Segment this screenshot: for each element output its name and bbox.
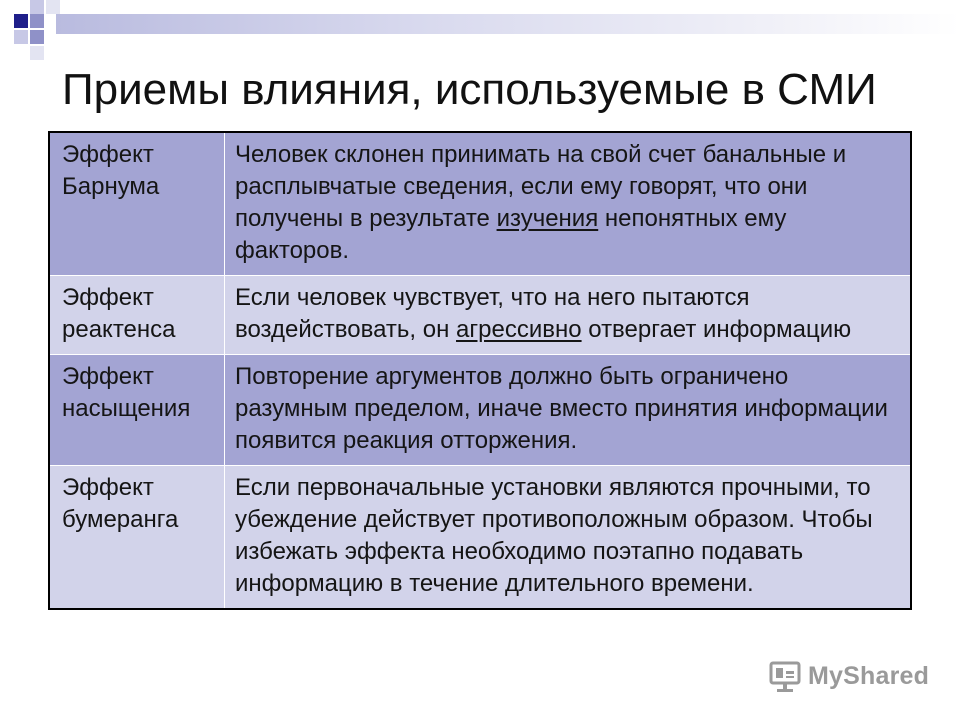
table-row <box>49 132 911 276</box>
effect-description-text: отвергает информацию <box>581 316 852 343</box>
effect-description-text: Человек склонен принимать на свой счет банальные и расплывчатые сведения, если ему говорят, что они получены в результате <box>235 141 847 232</box>
deco-square <box>14 30 28 44</box>
table-row <box>49 355 911 466</box>
effect-name: Эффект реактенса <box>62 284 176 343</box>
deco-square <box>30 14 44 28</box>
effect-name-cell <box>49 466 225 610</box>
presentation-board-icon <box>768 659 802 693</box>
effect-description-cell <box>225 466 912 610</box>
underlined-word: агрессивно <box>456 316 582 343</box>
table-row <box>49 466 911 610</box>
effect-description-cell <box>225 355 912 466</box>
underlined-word: изучения <box>496 205 599 232</box>
myshared-watermark <box>768 656 938 696</box>
effect-description-cell <box>225 276 912 355</box>
deco-square <box>46 0 60 14</box>
effect-name-cell <box>49 276 225 355</box>
deco-square <box>30 0 44 14</box>
effects-table <box>48 131 912 610</box>
effect-name: Эффект Барнума <box>62 141 160 200</box>
effect-description-text: Если первоначальные установки являются прочными, то убеждение действует противоположным образом. Чтобы избежать эффекта необходимо поэтапно подавать информацию в течение длительного времени. <box>235 474 873 597</box>
effect-description-text: Повторение аргументов должно быть ограничено разумным пределом, иначе вместо принятия информации появится реакция отторжения. <box>235 363 888 454</box>
effect-name-cell <box>49 355 225 466</box>
deco-square <box>30 30 44 44</box>
watermark-text: MyShared <box>808 661 930 690</box>
deco-square <box>30 46 44 60</box>
table-row <box>49 276 911 355</box>
decorative-gradient-bar <box>56 14 960 34</box>
effect-name: Эффект насыщения <box>62 363 191 422</box>
effect-name: Эффект бумеранга <box>62 474 179 533</box>
effects-table-body <box>49 132 911 609</box>
effect-description-text: непонятных ему факторов. <box>235 205 787 264</box>
effects-table-container <box>48 131 912 610</box>
effect-description-text: Если человек чувствует, что на него пытаются воздействовать, он <box>235 284 750 343</box>
effect-name-cell <box>49 132 225 276</box>
deco-square <box>14 14 28 28</box>
slide-title: Приемы влияния, используемые в СМИ <box>62 65 877 114</box>
effect-description-cell <box>225 132 912 276</box>
